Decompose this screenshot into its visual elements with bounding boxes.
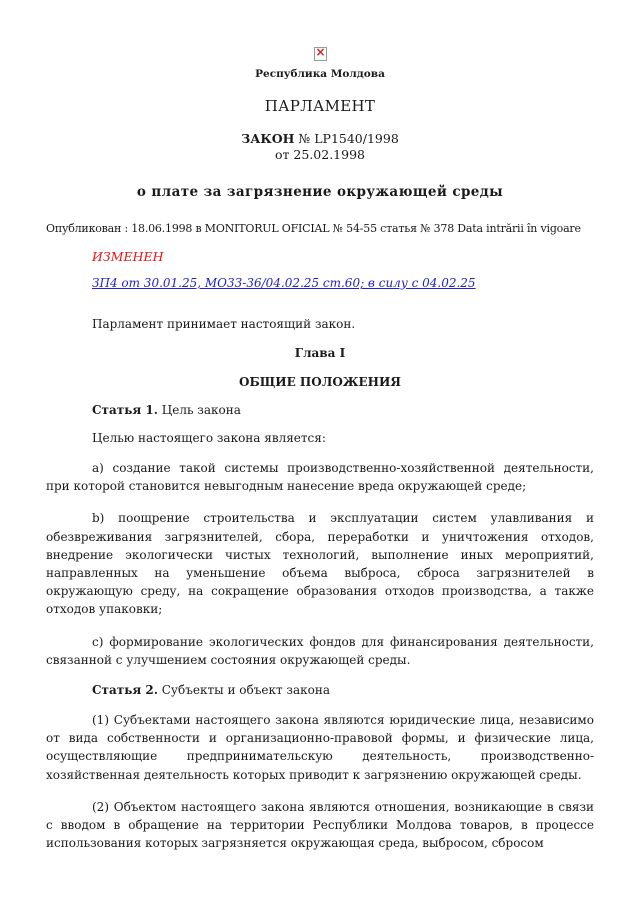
preamble: Парламент принимает настоящий закон. [92, 317, 356, 331]
law-date: от 25.02.1998 [275, 147, 365, 162]
chapter-heading: Глава I [294, 346, 346, 360]
publication-info: Опубликован : 18.06.1998 в MONITORUL OFICIAL № 54-55 статья № 378 Data intrării în vigoare [46, 222, 581, 235]
article-1-intro: Целью настоящего закона является: [92, 431, 326, 445]
law-number: № LP1540/1998 [298, 131, 399, 146]
article-1-item-c: c) формирование экологических фондов для финансирования деятельности, связанной с улучшением состояния окружающей среды. [46, 634, 594, 667]
broken-image-icon [314, 47, 327, 61]
amended-status: ИЗМЕНЕН [92, 249, 164, 264]
emblem [46, 0, 594, 63]
article-1-label: Статья 1. [92, 403, 158, 417]
parliament-heading: ПАРЛАМЕНТ [264, 97, 376, 115]
article-2-item-2: (2) Объектом настоящего закона являются отношения, возникающие в связи с вводом в обращение на территории Республики Молдова товаров, в процессе использования которых загрязняется окружающая среда, выбросом, сбросом [46, 799, 594, 851]
law-title: о плате за загрязнение окружающей среды [136, 184, 504, 200]
law-number-line [46, 131, 594, 146]
article-2-heading [46, 683, 594, 697]
law-label: ЗАКОН [241, 131, 295, 146]
article-2-title: Субъекты и объект закона [161, 683, 330, 698]
article-1-item-a: a) создание такой системы производственно-хозяйственной деятельности, при которой становится невыгодным нанесение вреда окружающей среде; [46, 461, 594, 494]
chapter-title: ОБЩИЕ ПОЛОЖЕНИЯ [239, 375, 401, 389]
republic-label: Республика Молдова [255, 68, 385, 80]
amendments-block [46, 249, 594, 290]
article-1-heading [46, 403, 594, 417]
amendment-link[interactable]: ЗП4 от 30.01.25, МО33-36/04.02.25 ст.60; в силу с 04.02.25 [92, 276, 476, 290]
article-1-title: Цель закона [161, 403, 241, 417]
article-2-label: Статья 2. [92, 683, 158, 698]
article-2-item-1: (1) Субъектами настоящего закона являются юридические лица, независимо от вида собственности и организационно-правовой формы, и физические лица, осуществляющие предпринимательскую деятельность, производственно-хозяйственная деятельность которых приводит к загрязнению окружающей среды. [46, 713, 594, 782]
article-1-item-b: b) поощрение строительства и эксплуатации систем улавливания и обезвреживания загрязнителей, сбора, переработки и уничтожения отходов, внедрение экологически чистых технологий, выполнение иных мероприятий, направленных на уменьшение объема выброса, сброса загрязнителей в окружающую среду, на сокращение образования отходов производства, а также отходов упаковки; [46, 511, 594, 617]
